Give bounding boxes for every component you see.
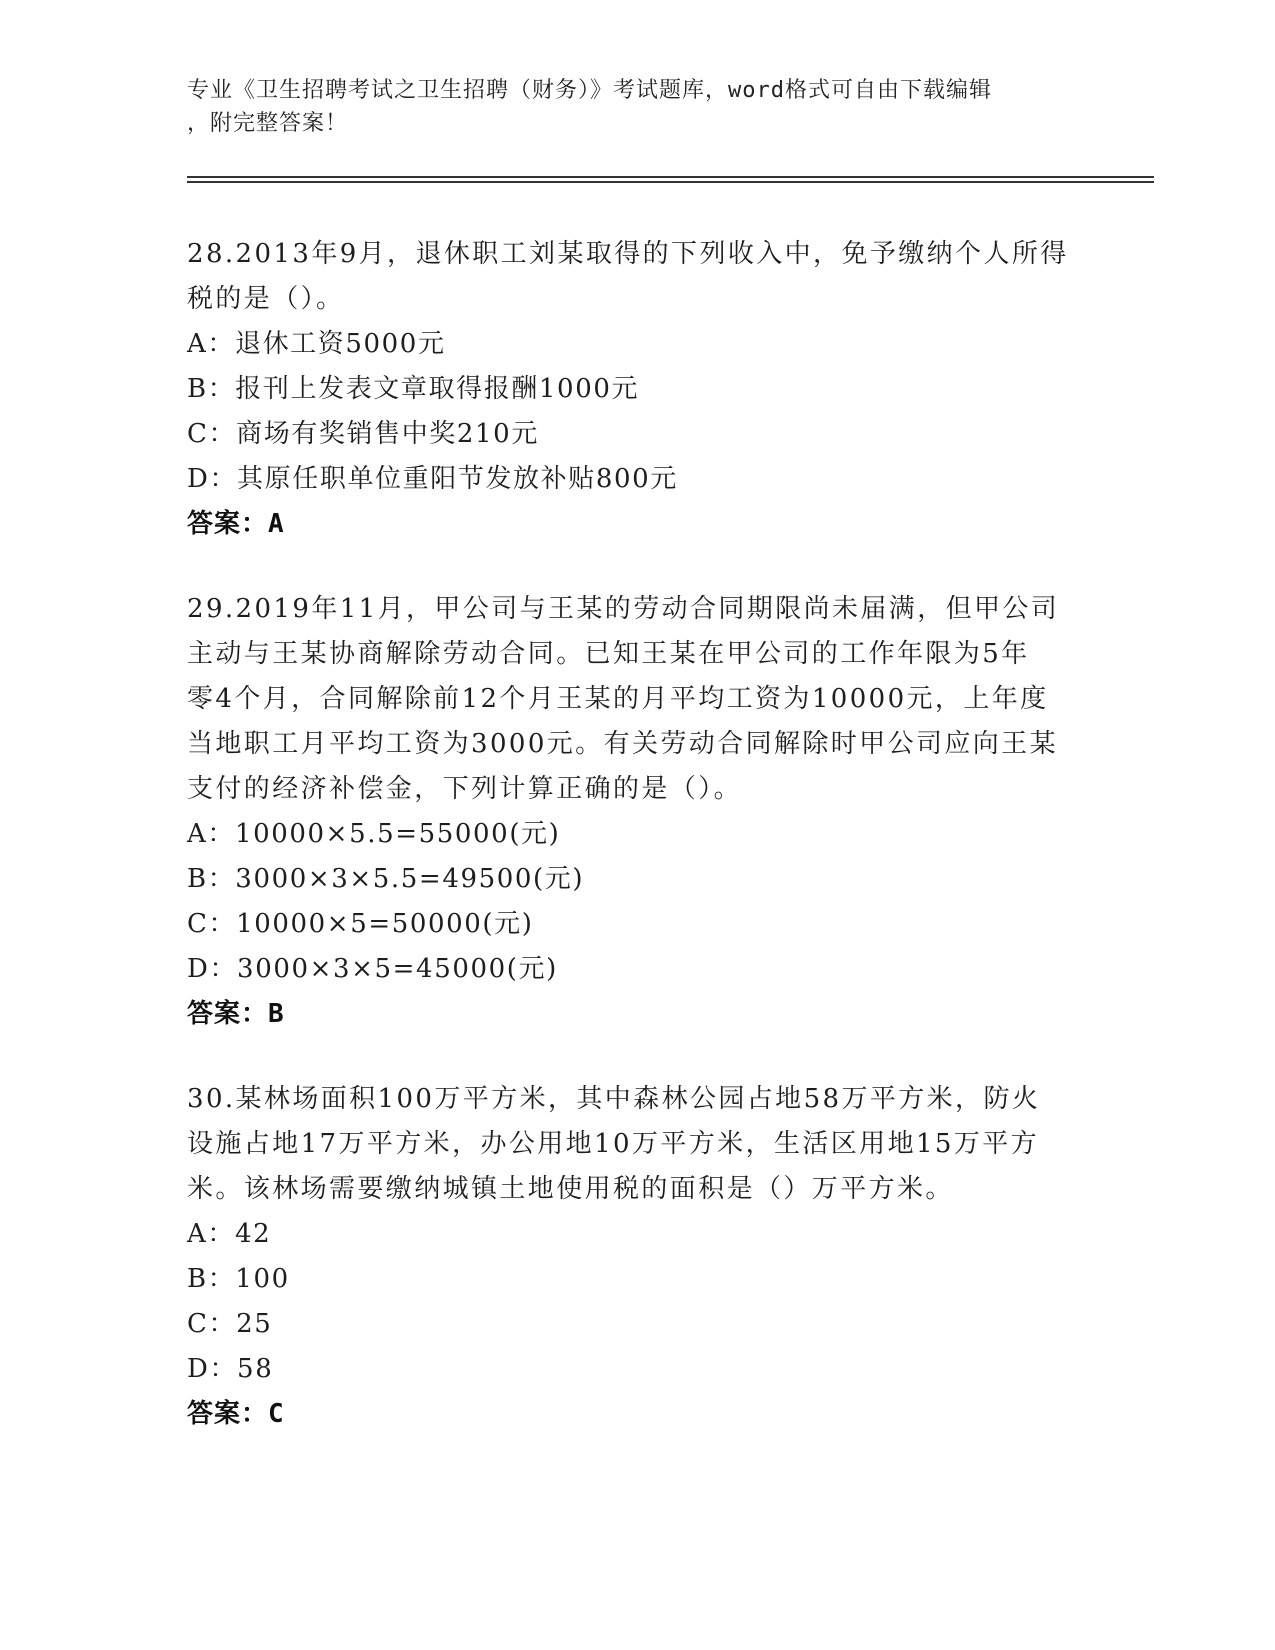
question-30 — [187, 1077, 1087, 1437]
option-d: D：58 — [187, 1354, 274, 1384]
question-28 — [187, 232, 1087, 547]
question-line: 30.某林场面积100万平方米，其中森林公园占地58万平方米，防火 — [187, 1084, 1041, 1114]
question-text — [187, 1077, 1087, 1212]
question-line: 零4个月，合同解除前12个月王某的月平均工资为10000元，上年度 — [187, 684, 1049, 714]
answer: 答案：C — [187, 1399, 285, 1429]
header-line: 专业《卫生招聘考试之卫生招聘（财务）》考试题库，word格式可自由下载编辑 — [187, 78, 992, 103]
option-c: C：10000×5=50000(元) — [187, 909, 534, 939]
option-b: B：3000×3×5.5=49500(元) — [187, 864, 585, 894]
question-line: 28.2013年9月，退休职工刘某取得的下列收入中，免予缴纳个人所得 — [187, 239, 1069, 269]
question-text — [187, 587, 1087, 812]
option-a: A：42 — [187, 1219, 272, 1249]
option-a: A：退休工资5000元 — [187, 329, 446, 359]
header-divider-top — [187, 176, 1154, 178]
option-a: A：10000×5.5=55000(元) — [187, 819, 561, 849]
question-text — [187, 232, 1087, 322]
option-c: C：商场有奖销售中奖210元 — [187, 419, 539, 449]
option-b: B：100 — [187, 1264, 290, 1294]
question-line: 主动与王某协商解除劳动合同。已知王某在甲公司的工作年限为5年 — [187, 639, 1030, 669]
option-d: D：其原任职单位重阳节发放补贴800元 — [187, 464, 678, 494]
answer: 答案：B — [187, 999, 285, 1029]
document-header — [187, 74, 1067, 140]
option-d: D：3000×3×5=45000(元) — [187, 954, 558, 984]
question-line: 支付的经济补偿金，下列计算正确的是（）。 — [187, 774, 743, 804]
answer: 答案：A — [187, 509, 285, 539]
header-divider-bottom — [187, 181, 1154, 183]
question-line: 当地职工月平均工资为3000元。有关劳动合同解除时甲公司应向王某 — [187, 729, 1058, 759]
question-line: 米。该林场需要缴纳城镇土地使用税的面积是（）万平方米。 — [187, 1174, 954, 1204]
question-line: 29.2019年11月，甲公司与王某的劳动合同期限尚未届满，但甲公司 — [187, 594, 1060, 624]
question-line: 税的是（）。 — [187, 284, 345, 314]
question-line: 设施占地17万平方米，办公用地10万平方米，生活区用地15万平方 — [187, 1129, 1040, 1159]
option-c: C：25 — [187, 1309, 273, 1339]
option-b: B：报刊上发表文章取得报酬1000元 — [187, 374, 640, 404]
header-line: ，附完整答案！ — [187, 111, 349, 136]
question-29 — [187, 587, 1087, 1037]
question-list — [187, 232, 1087, 1477]
